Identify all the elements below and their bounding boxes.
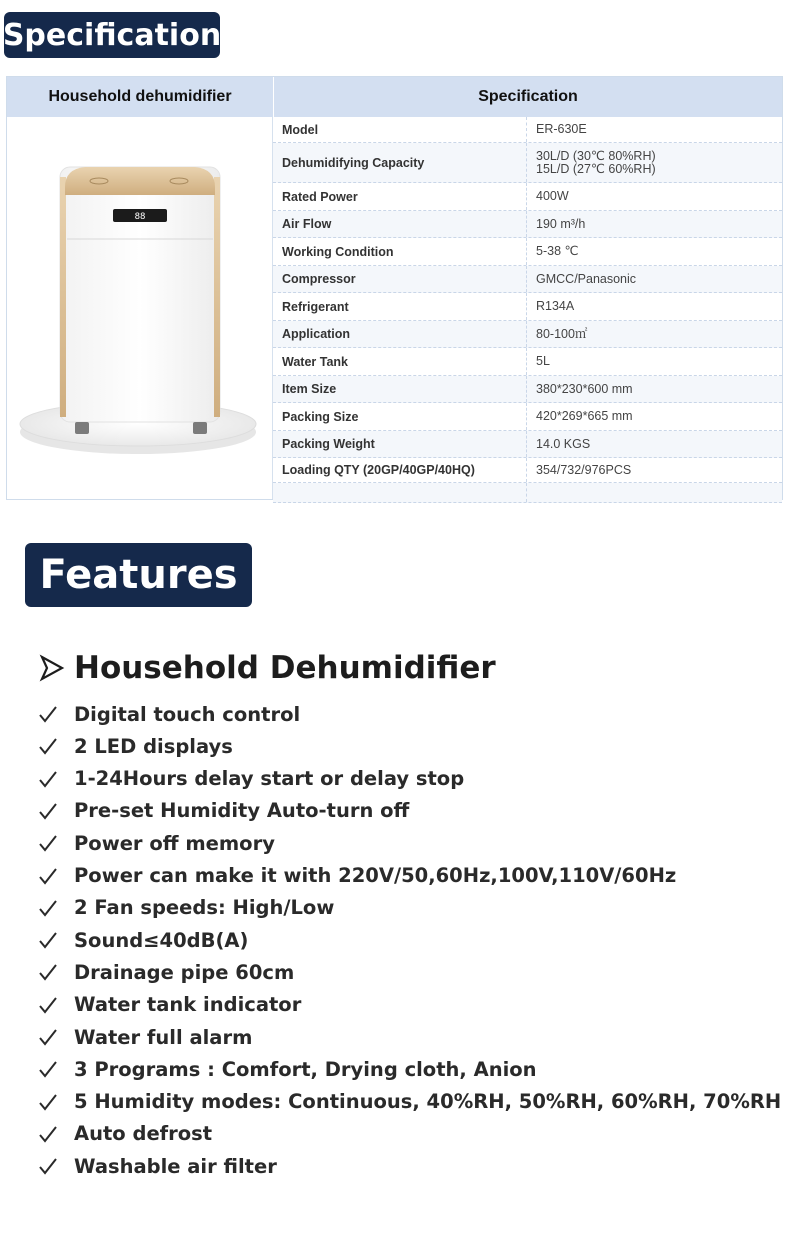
arrow-right-icon bbox=[38, 653, 66, 683]
table-row bbox=[273, 348, 782, 376]
spec-value bbox=[527, 376, 782, 402]
table-row bbox=[273, 376, 782, 403]
spec-value bbox=[527, 293, 782, 320]
spec-label: Application bbox=[273, 321, 527, 347]
feature-list-item bbox=[38, 764, 464, 794]
checkmark-icon bbox=[38, 1092, 58, 1112]
spec-label: Item Size bbox=[273, 376, 527, 402]
spec-value-line: ER-630E bbox=[536, 122, 587, 136]
spec-label: Air Flow bbox=[273, 211, 527, 237]
product-image-cell bbox=[7, 117, 273, 499]
features-heading: Features bbox=[25, 543, 252, 607]
checkmark-icon bbox=[38, 898, 58, 918]
table-header-row bbox=[7, 77, 782, 117]
table-row bbox=[273, 238, 782, 266]
spec-label: Compressor bbox=[273, 266, 527, 292]
feature-text: 2 LED displays bbox=[74, 734, 233, 758]
checkmark-icon bbox=[38, 769, 58, 789]
table-row bbox=[273, 483, 782, 503]
spec-value bbox=[527, 117, 782, 142]
spec-value bbox=[527, 183, 782, 210]
feature-text: 1-24Hours delay start or delay stop bbox=[74, 767, 465, 791]
checkmark-icon bbox=[38, 1124, 58, 1144]
table-row bbox=[273, 183, 782, 211]
spec-value bbox=[527, 483, 782, 502]
feature-text: Power can make it with 220V/50,60Hz,100V,110V/60Hz bbox=[74, 864, 677, 887]
checkmark-icon bbox=[38, 1156, 58, 1176]
feature-list-item bbox=[38, 1087, 781, 1117]
feature-list-item bbox=[38, 731, 233, 761]
spec-label: Water Tank bbox=[273, 348, 527, 375]
table-row bbox=[273, 293, 782, 321]
checkmark-icon bbox=[38, 704, 58, 724]
table-row bbox=[273, 143, 782, 183]
table-header-specification: Specification bbox=[273, 77, 782, 117]
checkmark-icon bbox=[38, 995, 58, 1015]
feature-text: Sound≤40dB(A) bbox=[74, 928, 249, 952]
spec-value bbox=[527, 211, 782, 237]
feature-text: Water full alarm bbox=[74, 1025, 253, 1049]
feature-text: Power off memory bbox=[74, 831, 275, 855]
feature-text: 5 Humidity modes: Continuous, 40%RH, 50%RH, 60%RH, 70%RH bbox=[74, 1090, 782, 1114]
checkmark-icon bbox=[38, 1059, 58, 1079]
spec-value bbox=[527, 143, 782, 182]
spec-value-line: 5-38 ℃ bbox=[536, 244, 579, 258]
spec-value-line: 15L/D (27℃ 60%RH) bbox=[536, 161, 656, 176]
spec-value-line: 30L/D (30℃ 80%RH) bbox=[536, 148, 656, 163]
spec-value-line: 14.0 KGS bbox=[536, 436, 591, 451]
feature-list-item bbox=[38, 699, 300, 729]
checkmark-icon bbox=[38, 866, 58, 886]
feature-list-item bbox=[38, 925, 248, 955]
spec-label: Refrigerant bbox=[273, 293, 527, 320]
spec-value-line: 354/732/976PCS bbox=[536, 462, 632, 477]
spec-value bbox=[527, 403, 782, 430]
table-row bbox=[273, 117, 782, 143]
spec-label bbox=[273, 483, 527, 502]
checkmark-icon bbox=[38, 962, 58, 982]
feature-text: Drainage pipe 60cm bbox=[74, 960, 295, 984]
feature-list-item bbox=[38, 1054, 537, 1084]
spec-value bbox=[527, 458, 782, 482]
feature-list-item bbox=[38, 1022, 252, 1052]
spec-value-line: R134A bbox=[536, 299, 575, 313]
dehumidifier-product-photo bbox=[7, 117, 273, 499]
display-readout: 88 bbox=[134, 212, 146, 222]
feature-list-item bbox=[38, 828, 275, 858]
feature-text: Water tank indicator bbox=[74, 993, 302, 1017]
spec-value-line: 190 m³/h bbox=[536, 216, 586, 231]
feature-list-item bbox=[38, 861, 676, 891]
spec-value-line: 80-100㎡ bbox=[536, 326, 588, 341]
checkmark-icon bbox=[38, 801, 58, 821]
spec-label: Packing Weight bbox=[273, 431, 527, 457]
feature-text: Pre-set Humidity Auto-turn off bbox=[74, 799, 410, 823]
checkmark-icon bbox=[38, 833, 58, 853]
table-row bbox=[273, 403, 782, 431]
table-row bbox=[273, 321, 782, 348]
spec-label: Rated Power bbox=[273, 183, 527, 210]
feature-text: Auto defrost bbox=[74, 1122, 213, 1146]
spec-value-line: 380*230*600 mm bbox=[536, 381, 633, 396]
feature-text: 3 Programs : Comfort, Drying cloth, Anion bbox=[74, 1057, 537, 1081]
features-title bbox=[38, 650, 496, 686]
feature-list-item bbox=[38, 1151, 277, 1181]
spec-value bbox=[527, 238, 782, 265]
spec-value-line: GMCC/Panasonic bbox=[536, 271, 637, 286]
spec-value bbox=[527, 348, 782, 375]
spec-value bbox=[527, 266, 782, 292]
spec-value bbox=[527, 321, 782, 347]
feature-list-item bbox=[38, 796, 409, 826]
table-header-product: Household dehumidifier bbox=[48, 88, 232, 105]
features-title-text: Household Dehumidifier bbox=[74, 650, 496, 686]
table-row bbox=[273, 431, 782, 458]
feature-text: Digital touch control bbox=[74, 702, 301, 726]
checkmark-icon bbox=[38, 1027, 58, 1047]
spec-label: Loading QTY (20GP/40GP/40HQ) bbox=[273, 458, 527, 482]
spec-value-line: 400W bbox=[536, 189, 569, 203]
spec-value-line: 420*269*665 mm bbox=[536, 409, 633, 423]
checkmark-icon bbox=[38, 930, 58, 950]
spec-label: Working Condition bbox=[273, 238, 527, 265]
spec-label: Dehumidifying Capacity bbox=[273, 143, 527, 182]
spec-value-line: 5L bbox=[536, 354, 550, 368]
feature-list-item bbox=[38, 893, 334, 923]
table-row bbox=[273, 266, 782, 293]
spec-label: Model bbox=[273, 117, 527, 142]
table-row bbox=[273, 211, 782, 238]
feature-list-item bbox=[38, 1119, 212, 1149]
feature-text: Washable air filter bbox=[74, 1154, 277, 1178]
feature-list-item bbox=[38, 957, 294, 987]
specification-heading: Specification bbox=[4, 12, 220, 58]
table-row bbox=[273, 458, 782, 483]
specification-table bbox=[6, 76, 783, 500]
checkmark-icon bbox=[38, 736, 58, 756]
feature-list-item bbox=[38, 990, 301, 1020]
spec-label: Packing Size bbox=[273, 403, 527, 430]
feature-text: 2 Fan speeds: High/Low bbox=[74, 896, 335, 920]
spec-value bbox=[527, 431, 782, 457]
